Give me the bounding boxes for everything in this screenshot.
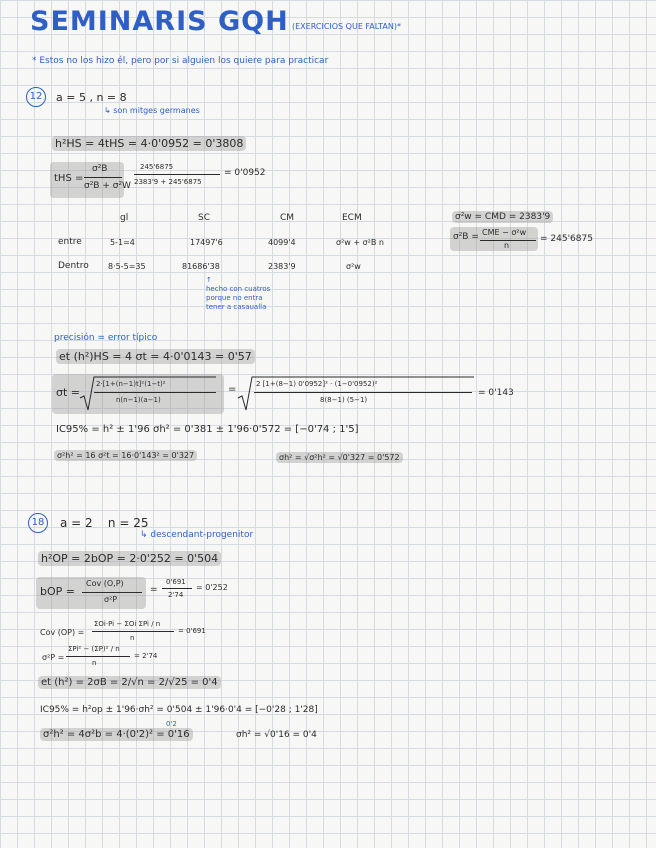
ex12-sigma-lhs: σt = [56, 386, 80, 399]
exercise-12-number: 12 [26, 87, 46, 107]
ex18-cov-num: ΣOi·Pi − ΣOi ΣPi / n [94, 620, 161, 628]
table-header-gl: gl [120, 213, 129, 223]
ex12-sd-equation: σh² = √σ²h² = √0'327 = 0'572 [276, 452, 403, 463]
table-header-sc: SC [198, 213, 210, 223]
ex18-cov-lhs: Cov (OP) = [40, 628, 85, 637]
table-cell: 81686'38 [182, 262, 220, 271]
page-title: SEMINARIS GQH [30, 6, 289, 37]
ex18-bop-line [82, 592, 142, 593]
table-row-label: entre [58, 237, 82, 247]
ex12-params-note: ↳ son mitges germanes [104, 106, 200, 115]
ex12-sigma-line [94, 392, 216, 393]
ex18-var-note: 0'2 [166, 720, 177, 728]
ex18-params: a = 2 n = 25 [60, 516, 149, 530]
ex18-bop-num2: 0'691 [166, 578, 186, 586]
ex12-sigma-line2 [254, 392, 472, 393]
title-note: (EXERCICIOS QUE FALTAN)* [292, 22, 401, 31]
ex12-sigma-den2: 8(8−1) (5−1) [320, 396, 368, 404]
ex12-t-den-value: 2383'9 + 245'6875 [134, 178, 202, 186]
ex18-cov-den: n [130, 634, 135, 642]
ex12-sigma-num2: 2 [1+(8−1) 0'0952]² · (1−0'0952)² [256, 380, 378, 388]
ex12-et-equation: et (h²)HS = 4 σt = 4·0'0143 = 0'57 [56, 349, 255, 364]
ex18-bop-value: = 0'252 [196, 583, 228, 592]
table-cell: 8·5-5=35 [108, 262, 146, 271]
table-header-ecm: ECM [342, 213, 362, 223]
equals-sign: = [150, 585, 158, 595]
ex18-h2-equation: h²OP = 2bOP = 2·0'252 = 0'504 [38, 551, 221, 566]
ex18-bop-line2 [162, 588, 192, 589]
table-cell: σ²w [346, 262, 361, 271]
ex12-t-frac-den: σ²B + σ²W [84, 181, 131, 191]
ex18-varp-line [66, 656, 130, 657]
ex12-var-equation: σ²h² = 16 σ²t = 16·0'143² = 0'327 [54, 450, 197, 461]
ex18-bop-lhs: bOP = [40, 585, 75, 598]
ex18-sd-equation: σh² = √0'16 = 0'4 [236, 730, 317, 740]
ex12-ic-equation: IC95% = h² ± 1'96 σh² = 0'381 ± 1'96·0'572 = [−0'74 ; 1'5] [56, 424, 359, 435]
side-eq-sigma-b-num: CME − σ²w [482, 228, 527, 237]
exercise-18-number: 18 [28, 513, 48, 533]
ex18-varp-lhs: σ²P = [42, 653, 65, 662]
table-cell: σ²w + σ²B n [336, 238, 384, 247]
table-cell: 5-1=4 [110, 238, 135, 247]
table-cell: 17497'6 [190, 238, 223, 247]
ex12-t-frac-num: σ²B [92, 164, 108, 174]
ex12-t-result: = 0'0952 [224, 168, 266, 178]
ex18-varp-num: ΣPi² − (ΣP)² / n [68, 645, 120, 653]
table-header-cm: CM [280, 213, 295, 223]
ex12-t-lhs: tHS = [54, 173, 84, 184]
ex18-cov-value: = 0'691 [178, 627, 206, 635]
ex12-t-frac-line [84, 177, 122, 178]
ex18-et-equation: et (h²) = 2σB = 2/√n = 2/√25 = 0'4 [38, 676, 221, 689]
equals-sign: = [228, 384, 237, 395]
table-cell: 4099'4 [268, 238, 296, 247]
ex12-sigma-den: n(n−1)(a−1) [116, 396, 161, 404]
table-cell: 2383'9 [268, 262, 296, 271]
ex18-varp-value: = 2'74 [134, 652, 158, 660]
ex12-t-value-line [134, 174, 220, 175]
ex12-h2-equation: h²HS = 4tHS = 4·0'0952 = 0'3808 [52, 136, 246, 151]
table-row-label: Dentro [58, 261, 89, 271]
ex18-bop-den2: 2'74 [168, 591, 184, 599]
side-eq-sigma-b-lhs: σ²B = [453, 232, 479, 242]
side-eq-sigma-b-den: n [504, 241, 510, 250]
side-eq-sigma-w: σ²w = CMD = 2383'9 [452, 211, 553, 223]
precision-label: precisión = error típico [54, 333, 158, 343]
ex12-t-num-value: 245'6875 [140, 163, 174, 171]
ex12-sigma-result: = 0'143 [478, 388, 514, 398]
ex12-params: a = 5 , n = 8 [56, 91, 127, 104]
ex18-ic-equation: IC95% = h²op ± 1'96·σh² = 0'504 ± 1'96·0'4 = [−0'28 ; 1'28] [40, 705, 318, 715]
ex18-var-equation: σ²h² = 4σ²b = 4·(0'2)² = 0'16 [40, 728, 193, 741]
ex18-cov-line [92, 631, 174, 632]
ex18-bop-num: Cov (O,P) [86, 579, 124, 588]
intro-note: * Estos no los hizo él, pero por si alguien los quiere para practicar [32, 56, 329, 66]
ex18-bop-den: σ²P [104, 595, 118, 604]
side-eq-sigma-b-value: = 245'6875 [540, 234, 593, 244]
ex18-params-note: ↳ descendant-progenitor [140, 530, 254, 540]
ex12-sigma-num: 2·[1+(n−1)t]²(1−t)² [96, 380, 166, 388]
table-note: ↑ hecho con cuatros porque no entra tener a casaualla [206, 276, 271, 311]
ex18-varp-den: n [92, 659, 97, 667]
